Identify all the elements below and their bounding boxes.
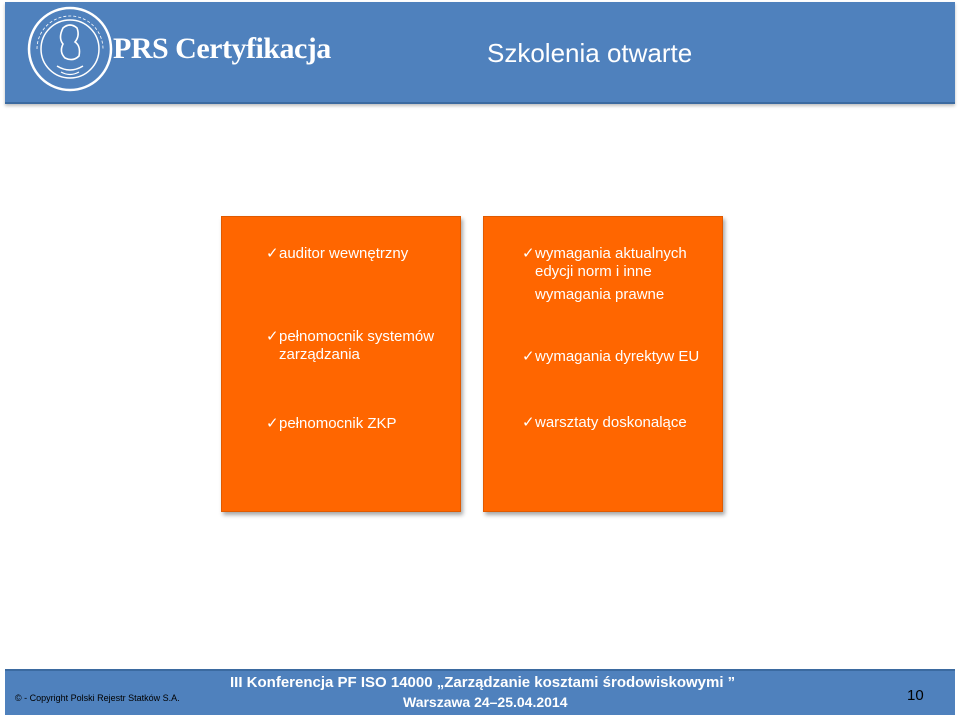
header-band [5,2,955,104]
conference-date: Warszawa 24–25.04.2014 [403,694,568,710]
checkmark-icon: ✓ [266,328,279,345]
list-item: ✓wymagania dyrektyw EU [522,348,700,365]
right-topics-box [483,216,723,512]
checkmark-icon: ✓ [266,415,279,432]
conference-title: III Konferencja PF ISO 14000 „Zarządzanie kosztami środowiskowymi ” [230,674,736,691]
checkmark-icon: ✓ [522,245,535,262]
brand-name: PRS Certyfikacja [113,32,331,65]
list-item: ✓auditor wewnętrzny [266,245,409,262]
prs-seal-logo [27,6,113,92]
slide-title: Szkolenia otwarte [487,38,693,68]
footer-band [5,669,955,715]
checkmark-icon: ✓ [266,245,279,262]
list-item: ✓pełnomocnik systemów zarządzania [266,328,435,363]
page-number: 10 [907,687,924,704]
list-item: ✓wymagania aktualnych edycji norm i inne wymagania prawne [522,245,687,303]
checkmark-icon: ✓ [522,348,535,365]
copyright-notice: © - Copyright Polski Rejestr Statków S.A. [15,693,180,703]
checkmark-icon: ✓ [522,414,535,431]
list-item: ✓pełnomocnik ZKP [266,415,397,432]
left-topics-box [221,216,461,512]
list-item: ✓warsztaty doskonalące [522,414,687,431]
